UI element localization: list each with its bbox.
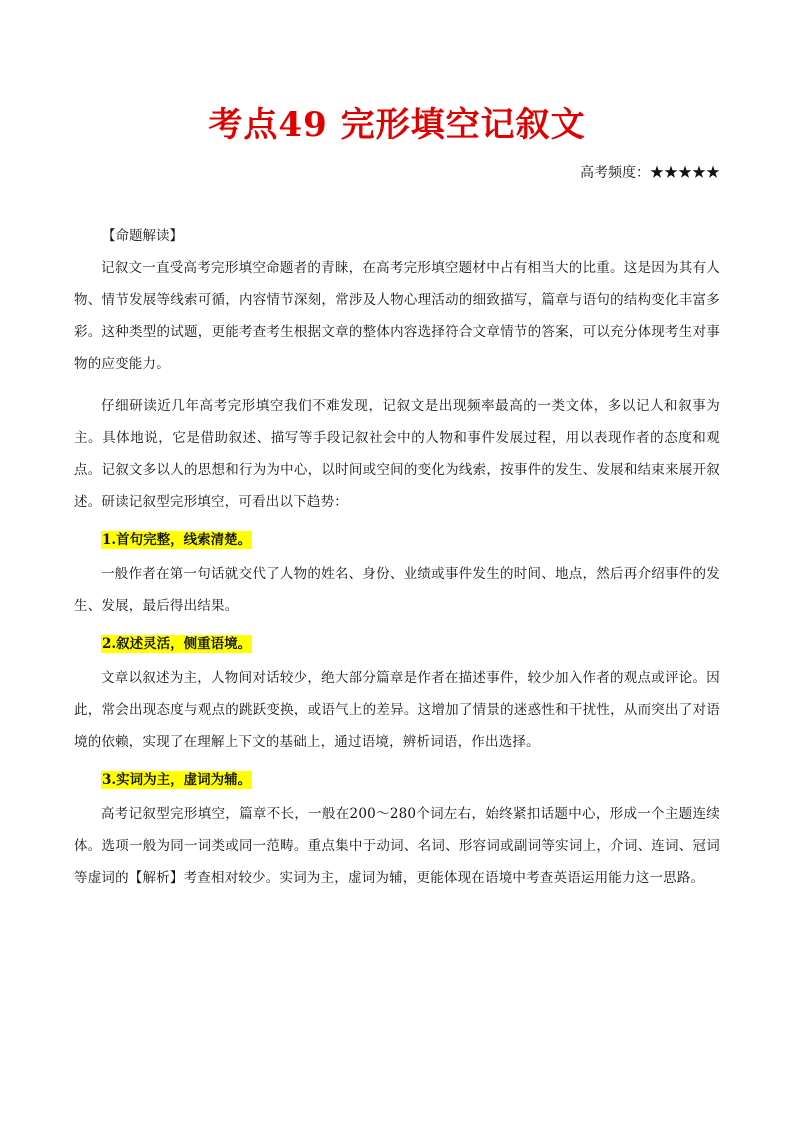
point-paragraph: 文章以叙述为主，人物间对话较少，绝大部分篇章是作者在描述事件，较少加入作者的观点或评论。因此，常会出现态度与观点的跳跃变换，或语气上的差异。这增加了情景的迷惑性和干扰性，从而突出了对语境的依赖，实现了在理解上下文的基础上，通过语境，辨析词语，作出选择。 — [74, 670, 720, 750]
point-paragraph: 高考记叙型完形填空，篇章不长，一般在200～280个词左右，始终紧扣话题中心，形成一个主题连续体。选项一般为同一词类或同一范畴。重点集中于动词、名词、形容词或副词等实词上，介词、连词、冠词等虚词的【解析】考查相对较少。实词为主，虚词为辅，更能体现在语境中考查英语运用能力这一思路。 — [74, 806, 720, 886]
exam-frequency — [580, 162, 720, 184]
point-heading: 1.首句完整，线索清楚。 — [102, 532, 252, 548]
section-heading: 【命题解读】 — [102, 228, 183, 244]
point-paragraph: 一般作者在第一句话就交代了人物的姓名、身份、业绩或事件发生的时间、地点，然后再介绍事件的发生、发展，最后得出结果。 — [74, 566, 720, 614]
frequency-stars: ★★★★★ — [650, 165, 720, 181]
frequency-label: 高考频度： — [580, 165, 650, 181]
document-body — [74, 224, 720, 894]
page-title: 考点49 完形填空记叙文 — [208, 105, 586, 145]
point-heading: 3.实词为主，虚词为辅。 — [102, 772, 252, 788]
intro-paragraph: 仔细研读近几年高考完形填空我们不难发现，记叙文是出现频率最高的一类文体，多以记人和叙事为主。具体地说，它是借助叙述、描写等手段记叙社会中的人物和事件发展过程，用以表现作者的态度和观点。记叙文多以人的思想和行为为中心，以时间或空间的变化为线索，按事件的发生、发展和结束来展开叙述。研读记叙型完形填空，可看出以下趋势： — [74, 398, 720, 510]
intro-paragraph: 记叙文一直受高考完形填空命题者的青睐，在高考完形填空题材中占有相当大的比重。这是因为其有人物、情节发展等线索可循，内容情节深刻，常涉及人物心理活动的细致描写，篇章与语句的结构变化丰富多彩。这种类型的试题，更能考查考生根据文章的整体内容选择符合文章情节的答案，可以充分体现考生对事物的应变能力。 — [74, 260, 720, 372]
point-heading: 2.叙述灵活，侧重语境。 — [102, 636, 252, 652]
